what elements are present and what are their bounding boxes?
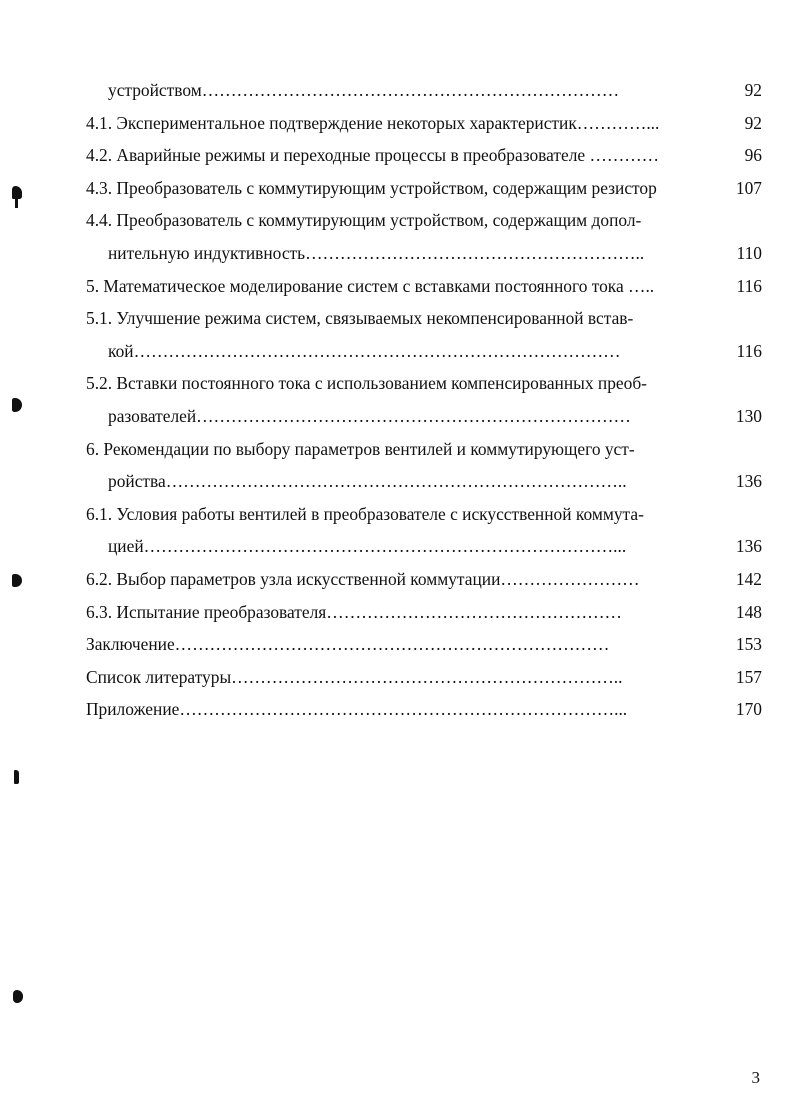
toc-entry-page: 110 [736, 242, 762, 263]
scan-mark [12, 574, 22, 587]
toc-entry [86, 172, 762, 205]
toc-entry-text: Заключение………………………………………………………………… [86, 634, 610, 655]
toc-entry-text: Приложение…………………………………………………………………... [86, 699, 628, 720]
toc-entry-text: кой………………………………………………………………………… [108, 340, 621, 361]
page-number: 3 [751, 1068, 760, 1087]
toc-entry [86, 302, 762, 335]
toc-entry-page: 153 [735, 634, 762, 655]
toc-entry-text: Список литературы………………………………………………………….. [86, 666, 623, 687]
toc-entry-text: нительную индуктивность………………………………………………….. [108, 242, 645, 263]
toc-entry [86, 596, 762, 629]
toc-entry-text: 4.4. Преобразователь с коммутирующим устройством, содержащим допол- [86, 210, 642, 231]
toc-entry [86, 139, 762, 172]
toc-entry-page: 92 [744, 80, 762, 100]
toc-entry [86, 465, 762, 498]
toc-entry [86, 204, 762, 237]
toc-entry-text: ройства…………………………………………………………………….. [108, 471, 627, 492]
toc-entry [86, 661, 762, 694]
toc-entry-page: 130 [735, 405, 762, 426]
toc-entry [86, 367, 762, 400]
toc-entry-text: цией………………………………………………………………………... [108, 536, 627, 557]
toc-entry-page: 107 [735, 177, 762, 198]
toc-entry [86, 498, 762, 531]
toc-entry [86, 400, 762, 433]
toc-entry-page: 136 [735, 471, 762, 492]
toc-entry [86, 237, 762, 270]
toc-entry-page: 116 [736, 340, 762, 361]
toc-entry-page: 170 [735, 699, 762, 720]
toc-entry [86, 693, 762, 726]
toc-entry-text: 5. Математическое моделирование систем с вставками постоянного тока ….. [86, 275, 655, 296]
toc-entry-text: 4.2. Аварийные режимы и переходные процессы в преобразователе ………… [86, 145, 660, 166]
toc-entry-page: 157 [735, 666, 762, 687]
toc-entry-page: 148 [735, 601, 762, 622]
toc-entry-text: 5.2. Вставки постоянного тока с использованием компенсированных преоб- [86, 373, 647, 394]
toc-entry-text: 5.1. Улучшение режима систем, связываемых некомпенсированной встав- [86, 308, 634, 329]
scan-mark [12, 398, 22, 412]
toc-entry [86, 74, 762, 107]
scan-mark [13, 990, 23, 1003]
toc-entry-page: 96 [744, 145, 762, 166]
toc-entry-text: 6. Рекомендации по выбору параметров вентилей и коммутирующего уст- [86, 438, 635, 459]
toc-entry-text: разователей………………………………………………………………… [108, 405, 631, 426]
scan-mark [14, 770, 19, 784]
toc-entry-page: 116 [736, 275, 762, 296]
toc-entry-page: 136 [735, 536, 762, 557]
toc-entry-text: устройством……………………………………………………………… [108, 80, 620, 100]
toc-entry-text: 6.2. Выбор параметров узла искусственной коммутации…………………… [86, 568, 640, 589]
toc-entry-text: 4.1. Экспериментальное подтверждение некоторых характеристик…………... [86, 112, 660, 133]
toc-entry [86, 628, 762, 661]
toc-entry [86, 433, 762, 466]
toc-entry-page: 92 [744, 112, 762, 133]
toc-entry [86, 530, 762, 563]
toc-entry [86, 335, 762, 368]
scan-mark [15, 199, 18, 208]
toc-entry-page: 142 [735, 568, 762, 589]
table-of-contents [86, 74, 762, 726]
toc-entry-text: 4.3. Преобразователь с коммутирующим устройством, содержащим резистор [86, 177, 657, 198]
scan-mark [12, 186, 22, 199]
toc-entry [86, 107, 762, 140]
toc-entry [86, 563, 762, 596]
toc-entry-text: 6.1. Условия работы вентилей в преобразователе с искусственной коммута- [86, 503, 644, 524]
toc-entry [86, 270, 762, 303]
toc-entry-text: 6.3. Испытание преобразователя…………………………………………… [86, 601, 622, 622]
